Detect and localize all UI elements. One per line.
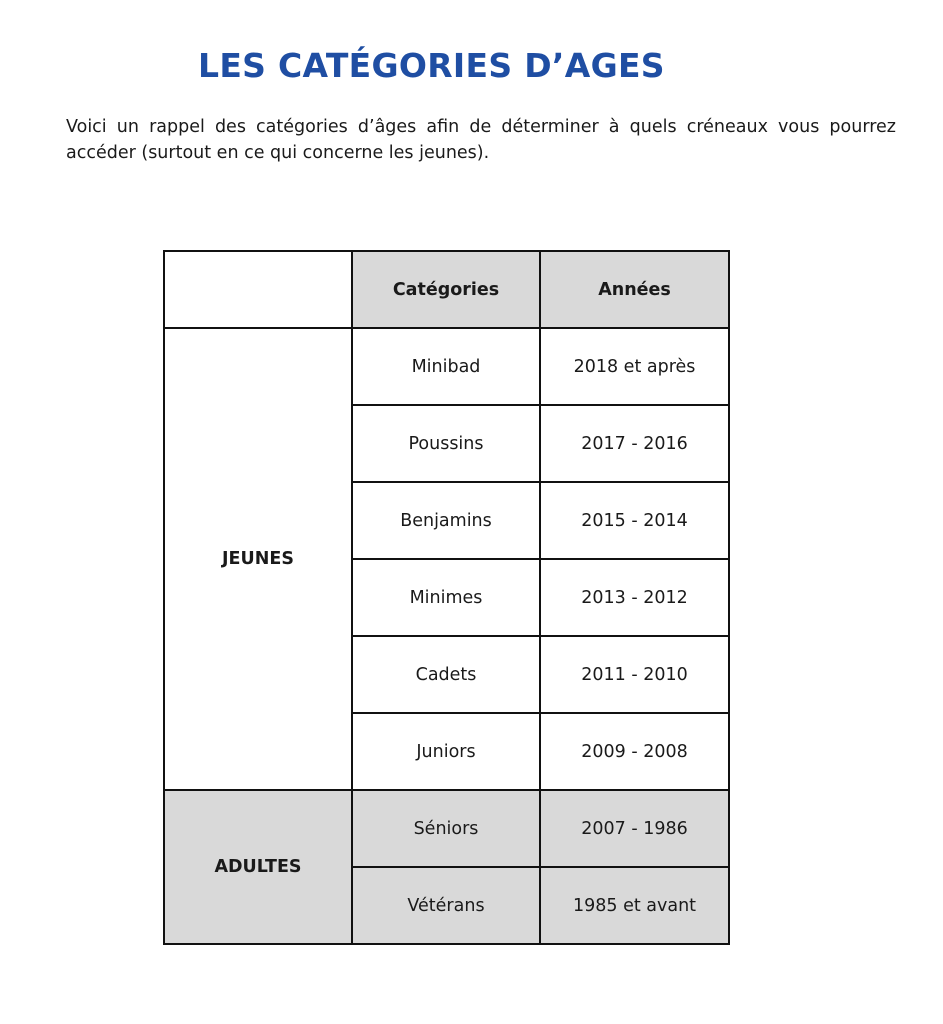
header-years: Années <box>540 251 729 328</box>
category-cell: Séniors <box>352 790 540 867</box>
table-corner-cell <box>164 251 352 328</box>
years-cell: 2007 - 1986 <box>540 790 729 867</box>
years-cell: 2009 - 2008 <box>540 713 729 790</box>
years-cell: 2013 - 2012 <box>540 559 729 636</box>
group-label-adultes: ADULTES <box>164 790 352 944</box>
years-cell: 2018 et après <box>540 328 729 405</box>
category-cell: Poussins <box>352 405 540 482</box>
years-cell: 2015 - 2014 <box>540 482 729 559</box>
category-cell: Minimes <box>352 559 540 636</box>
years-cell: 2017 - 2016 <box>540 405 729 482</box>
years-cell: 1985 et avant <box>540 867 729 944</box>
table-header-row <box>164 251 729 328</box>
table-row <box>164 328 729 405</box>
intro-paragraph: Voici un rappel des catégories d’âges afin de déterminer à quels créneaux vous pourrez accéder (surtout en ce qui concerne les jeunes). <box>66 117 896 163</box>
category-cell: Cadets <box>352 636 540 713</box>
category-cell: Benjamins <box>352 482 540 559</box>
page-title: LES CATÉGORIES D’AGES <box>198 46 665 85</box>
category-cell: Vétérans <box>352 867 540 944</box>
age-categories-table <box>163 250 730 945</box>
header-categories: Catégories <box>352 251 540 328</box>
table-row <box>164 790 729 867</box>
category-cell: Juniors <box>352 713 540 790</box>
group-label-jeunes: JEUNES <box>164 328 352 790</box>
category-cell: Minibad <box>352 328 540 405</box>
years-cell: 2011 - 2010 <box>540 636 729 713</box>
